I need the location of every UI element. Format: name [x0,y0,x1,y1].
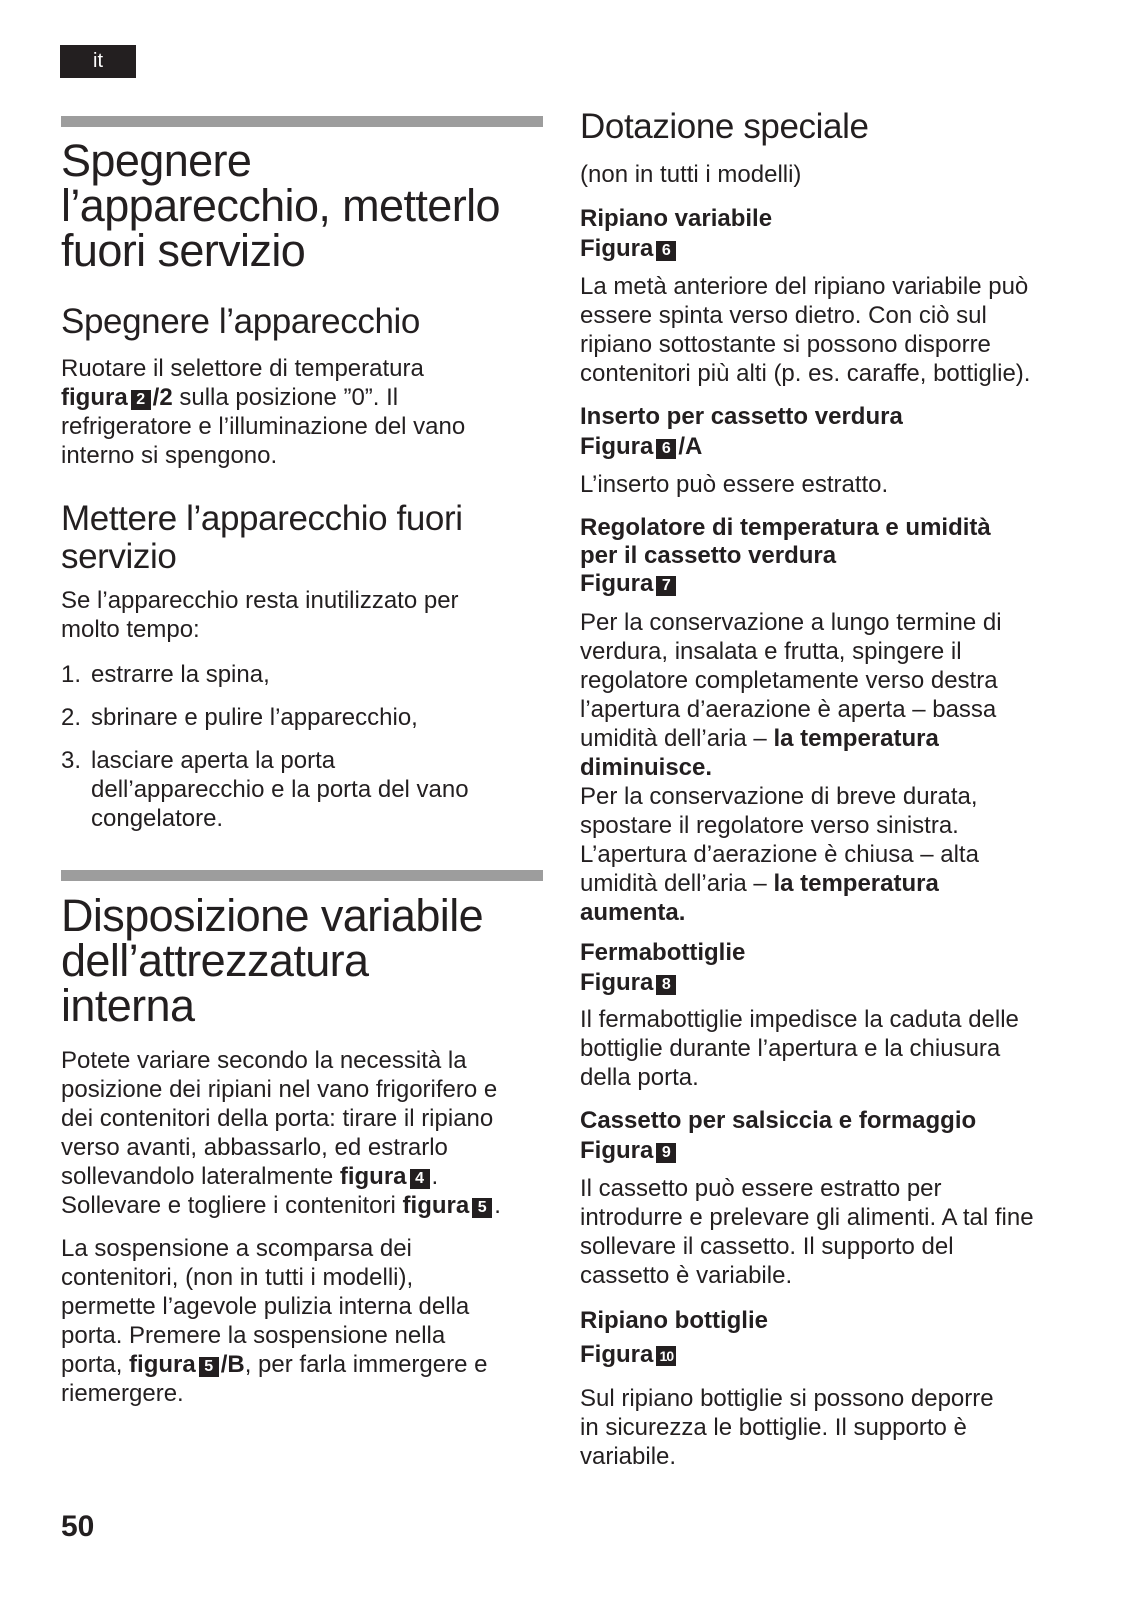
paragraph-variable-arrangement: Potete variare secondo la necessità la posizione dei ripiani nel vano frigorifero e dei contenitori della porta: tirare il ripiano verso avanti, abbassarlo, ed estrarlo sollevandolo lateralmente figura 4 . Sollevare e togliere i contenitori figura 5 . [61,1047,501,1219]
heading-switch-off: Spegnere l’apparecchio, metterlo fuori servizio [61,135,500,276]
section-rule [61,116,543,127]
figure-ref-badge: 5 [472,1198,492,1218]
list-item: 3. lasciare aperta la porta dell’apparecchio e la porta del vano congelatore. [61,747,469,832]
paragraph-vegetable-insert: L’inserto può essere estratto. [580,471,889,498]
heading-variable-arrangement: Disposizione variabile dell’attrezzatura interna [61,890,484,1031]
section-rule [61,870,543,881]
section-title-bottle-shelf: Ripiano bottiglie Figura 10 [580,1307,768,1368]
subheading-switch-off-appliance: Spegnere l’apparecchio [61,302,420,341]
section-title-variable-shelf: Ripiano variabile Figura 6 [580,205,773,262]
figure-ref-badge: 9 [656,1143,676,1163]
list-item: 1. estrarre la spina, [61,661,270,688]
paragraph-sausage-cheese-drawer: Il cassetto può essere estratto per introdurre e prelevare gli alimenti. A tal fine sollevare il cassetto. Il supporto del cassetto è variabile. [580,1175,1034,1289]
paragraph-temperature-humidity-regulator: Per la conservazione a lungo termine di verdura, insalata e frutta, spingere il regolatore completamente verso destra l’apertura d’aerazione è aperta – bassa umidità dell’aria – la temperatura diminuisce. Per la conservazione di breve durata, spostare il regolatore verso sinistra. L’apertura d’aerazione è chiusa – alta umidità dell’aria – la temperatura aumenta. [580,609,1002,926]
paragraph-variable-shelf: La metà anteriore del ripiano variabile può essere spinta verso dietro. Con ciò sul ripiano sottostante si possono disporre contenitori più alti (p. es. caraffe, bottiglie). [580,273,1031,387]
language-tag: it [60,45,136,78]
page-number: 50 [61,1510,95,1543]
section-title-bottle-holder: Fermabottiglie Figura 8 [580,939,746,996]
figure-ref-badge: 7 [656,576,676,596]
list-item: 2. sbrinare e pulire l’apparecchio, [61,704,418,731]
paragraph-retractable-suspension: La sospensione a scomparsa dei contenitori, (non in tutti i modelli), permette l’agevole pulizia interna della porta. Premere la sospensione nella porta, figura 5 /B, per farla immergere e riemergere. [61,1235,488,1407]
section-title-vegetable-insert: Inserto per cassetto verdura Figura 6 /A [580,403,903,460]
subheading-special-equipment: Dotazione speciale [580,107,869,146]
figure-ref-badge: 2 [131,390,151,410]
figure-ref-badge: 10 [656,1346,676,1366]
note-not-all-models: (non in tutti i modelli) [580,161,802,188]
figure-ref-badge: 5 [199,1357,219,1377]
figure-ref-badge: 6 [656,241,676,261]
paragraph-out-of-service: Se l’apparecchio resta inutilizzato per molto tempo: [61,587,459,643]
figure-ref-badge: 4 [410,1169,430,1189]
subheading-out-of-service: Mettere l’apparecchio fuori servizio [61,499,463,576]
paragraph-bottle-holder: Il fermabottiglie impedisce la caduta delle bottiglie durante l’apertura e la chiusura della porta. [580,1006,1019,1091]
section-title-temperature-humidity-regulator: Regolatore di temperatura e umidità per il cassetto verdura Figura 7 [580,514,991,597]
section-title-sausage-cheese-drawer: Cassetto per salsiccia e formaggio Figura 9 [580,1107,977,1164]
paragraph-switch-off: Ruotare il selettore di temperatura figura 2 /2 sulla posizione ”0”. Il refrigeratore e l’illuminazione del vano interno si spengono. [61,355,466,469]
paragraph-bottle-shelf: Sul ripiano bottiglie si possono deporre in sicurezza le bottiglie. Il supporto è variabile. [580,1385,994,1470]
figure-ref-badge: 6 [656,439,676,459]
figure-ref-badge: 8 [656,975,676,995]
